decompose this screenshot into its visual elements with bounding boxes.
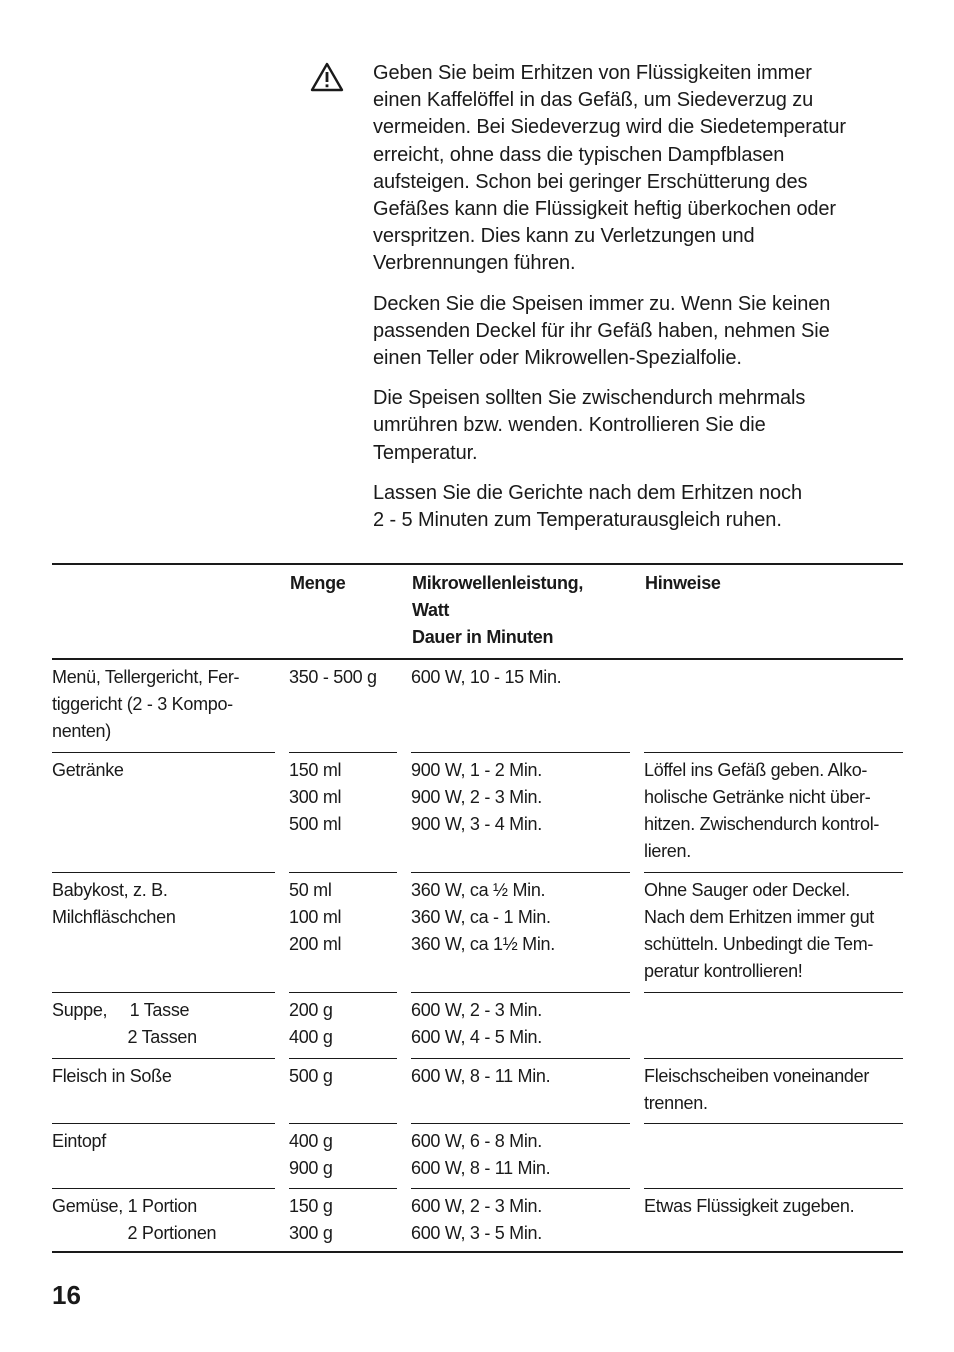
table-header-row	[52, 565, 903, 660]
notes-cell	[644, 1124, 903, 1128]
food-cell: Getränke	[52, 760, 124, 780]
table-row	[52, 660, 903, 753]
header-amount: Menge	[290, 573, 346, 593]
table-row	[52, 873, 903, 993]
paragraph-cover-food: Decken Sie die Speisen immer zu. Wenn Sie keinen passenden Deckel für ihr Gefäß haben, nehmen Sie einen Teller oder Mikrowellen-Spezialfolie.	[373, 292, 831, 370]
page-number: 16	[52, 1280, 81, 1310]
amount-cell: 50 ml 100 ml 200 ml	[289, 880, 342, 954]
power-cell: 600 W, 8 - 11 Min.	[411, 1066, 551, 1086]
food-cell: Gemüse, 1 Portion 2 Portionen	[52, 1196, 217, 1243]
table-row	[52, 1059, 903, 1124]
food-cell: Babykost, z. B. Milchfläschchen	[52, 880, 176, 927]
instruction-text	[373, 60, 913, 547]
food-cell: Suppe, 1 Tasse 2 Tassen	[52, 1000, 197, 1047]
amount-cell: 150 ml 300 ml 500 ml	[289, 760, 342, 834]
amount-cell: 200 g 400 g	[289, 1000, 333, 1047]
table-row	[52, 993, 903, 1059]
table-bottom-rule	[52, 1251, 903, 1253]
food-cell: Menü, Tellergericht, Fer- tiggericht (2 - 3 Kompo- nenten)	[52, 667, 240, 741]
power-cell: 900 W, 1 - 2 Min. 900 W, 2 - 3 Min. 900 W, 3 - 4 Min.	[411, 760, 542, 834]
power-cell: 600 W, 2 - 3 Min. 600 W, 3 - 5 Min.	[411, 1196, 542, 1243]
amount-cell: 150 g 300 g	[289, 1196, 333, 1243]
notes-cell	[644, 660, 903, 664]
power-cell: 600 W, 6 - 8 Min. 600 W, 8 - 11 Min.	[411, 1131, 551, 1178]
notes-cell	[644, 993, 903, 997]
warning-triangle-icon	[310, 62, 344, 92]
food-cell: Fleisch in Soße	[52, 1066, 172, 1086]
paragraph-stir-food: Die Speisen sollten Sie zwischendurch mehrmals umrühren bzw. wenden. Kontrollieren Sie die Temperatur.	[373, 387, 806, 464]
notes-cell: Fleischscheiben voneinander trennen.	[644, 1066, 870, 1113]
food-cell: Eintopf	[52, 1131, 106, 1151]
power-cell: 600 W, 2 - 3 Min. 600 W, 4 - 5 Min.	[411, 1000, 542, 1047]
header-notes: Hinweise	[645, 573, 721, 593]
amount-cell: 500 g	[289, 1066, 333, 1086]
warning-paragraph: Geben Sie beim Erhitzen von Flüssigkeiten immer einen Kaffelöffel in das Gefäß, um Siedeverzug zu vermeiden. Bei Siedeverzug wird die Siedetemperatur erreicht, ohne dass die typischen Dampfblasen aufsteigen. Schon bei geringer Erschütterung des Gefäßes kann die Flüssigkeit heftig überkochen oder verspritzen. Dies kann zu Verletzungen und Verbrennungen führen.	[373, 62, 846, 275]
table-row	[52, 1124, 903, 1189]
notes-cell: Ohne Sauger oder Deckel. Nach dem Erhitzen immer gut schütteln. Unbedingt die Tem- peratur kontrollieren!	[644, 880, 874, 981]
power-cell: 600 W, 10 - 15 Min.	[411, 667, 562, 687]
power-cell: 360 W, ca ½ Min. 360 W, ca - 1 Min. 360 W, ca 1½ Min.	[411, 880, 555, 954]
amount-cell: 400 g 900 g	[289, 1131, 333, 1178]
table-row	[52, 1189, 903, 1253]
notes-cell: Löffel ins Gefäß geben. Alko- holische Getränke nicht über- hitzen. Zwischendurch kontrol- lieren.	[644, 760, 880, 861]
heating-table	[52, 563, 903, 1253]
amount-cell: 350 - 500 g	[289, 667, 377, 687]
table-row	[52, 753, 903, 873]
paragraph-let-rest: Lassen Sie die Gerichte nach dem Erhitzen noch 2 - 5 Minuten zum Temperaturausgleich ruhen.	[373, 481, 802, 532]
header-power-duration: Mikrowellenleistung, Watt Dauer in Minuten	[412, 573, 584, 647]
notes-cell: Etwas Flüssigkeit zugeben.	[644, 1196, 855, 1216]
